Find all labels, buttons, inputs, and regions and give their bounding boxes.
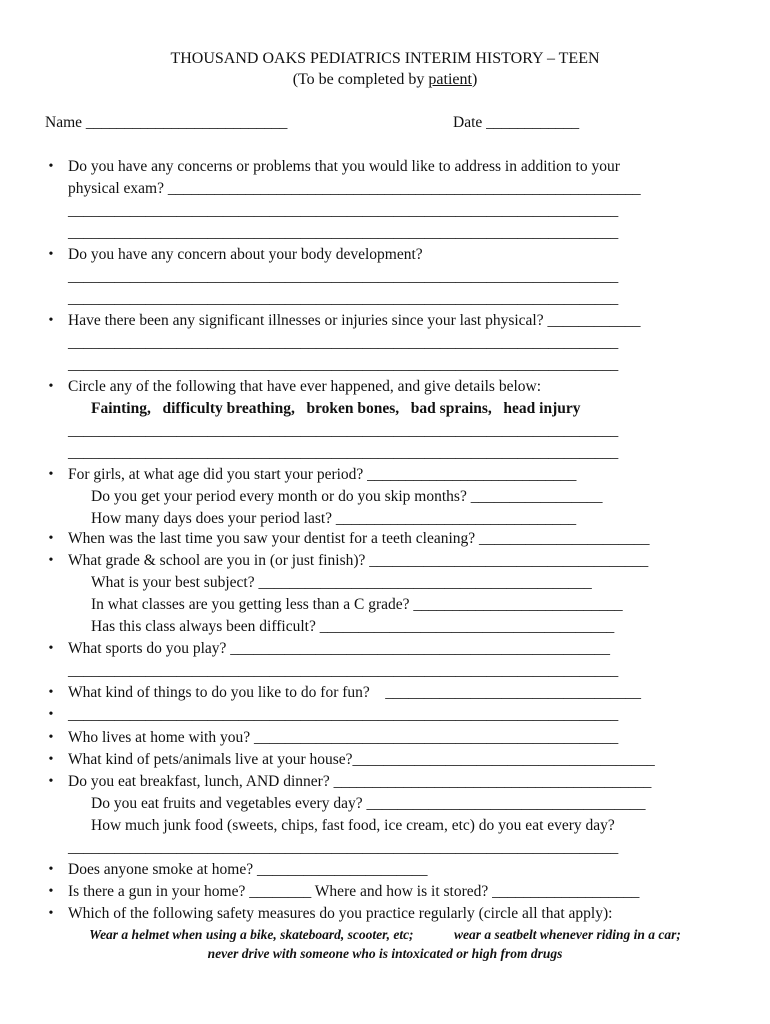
question-grade-school[interactable]: What grade & school are you in (or just finish)? ____________________________________ (68, 552, 649, 569)
question-body-development: Do you have any concern about your body development? (68, 246, 423, 263)
question-fruits-vegetables[interactable]: Do you eat fruits and vegetables every day? ____________________________________ (91, 795, 646, 812)
bullet-icon: • (48, 553, 54, 568)
question-dentist[interactable]: When was the last time you saw your dentist for a teeth cleaning? ______________________ (68, 530, 650, 547)
question-junk-food: How much junk food (sweets, chips, fast food, ice cream, etc) do you eat every day? (91, 817, 615, 834)
question-pets[interactable]: What kind of pets/animals live at your house?_______________________________________ (68, 751, 655, 768)
subtitle-underlined-word: patient (428, 71, 472, 88)
question-period-age[interactable]: For girls, at what age did you start your period? ___________________________ (68, 466, 577, 483)
question-illnesses[interactable]: Have there been any significant illnesses or injuries since your last physical? ____________ (68, 312, 641, 329)
bullet-icon: • (48, 641, 54, 656)
bullet-icon: • (48, 379, 54, 394)
bullet-icon: • (48, 159, 54, 174)
bullet-icon: • (48, 685, 54, 700)
question-circle-events: Circle any of the following that have ever happened, and give details below: (68, 378, 542, 395)
bullet-icon: • (48, 906, 54, 921)
answer-line[interactable]: _______________________________________________________________________ (68, 356, 619, 373)
answer-line[interactable]: _______________________________________________________________________ (68, 334, 619, 351)
question-smoke[interactable]: Does anyone smoke at home? ______________________ (68, 861, 428, 878)
bullet-icon: • (48, 531, 54, 546)
safety-options-line1[interactable]: Wear a helmet when using a bike, skateboard, scooter, etc; wear a seatbelt whenever riding in a car; (89, 927, 681, 942)
answer-line[interactable]: _______________________________________________________________________ (68, 422, 619, 439)
answer-line[interactable]: _______________________________________________________________________ (68, 839, 619, 856)
question-low-grades[interactable]: In what classes are you getting less than a C grade? ___________________________ (91, 596, 623, 613)
subtitle-prefix: (To be completed by (292, 71, 429, 88)
question-concerns: Do you have any concerns or problems that you would like to address in addition to your (68, 158, 620, 175)
question-best-subject[interactable]: What is your best subject? ___________________________________________ (91, 574, 592, 591)
bullet-icon: • (48, 247, 54, 262)
question-sports[interactable]: What sports do you play? _________________________________________________ (68, 640, 611, 657)
bullet-icon: • (48, 884, 54, 899)
answer-line[interactable]: _______________________________________________________________________ (68, 444, 619, 461)
bullet-icon: • (48, 730, 54, 745)
question-safety-measures: Which of the following safety measures do you practice regularly (circle all that apply): (68, 905, 613, 922)
form-title: THOUSAND OAKS PEDIATRICS INTERIM HISTORY – TEEN (170, 50, 600, 67)
bullet-icon: • (48, 862, 54, 877)
question-meals[interactable]: Do you eat breakfast, lunch, AND dinner? _________________________________________ (68, 773, 652, 790)
date-field[interactable]: Date ____________ (453, 114, 580, 131)
question-lives-at-home[interactable]: Who lives at home with you? _______________________________________________ (68, 729, 619, 746)
name-field[interactable]: Name __________________________ (45, 114, 288, 131)
question-class-difficult[interactable]: Has this class always been difficult? ______________________________________ (91, 618, 615, 635)
bullet-icon: • (48, 707, 54, 722)
answer-line[interactable]: _______________________________________________________________________ (68, 202, 619, 219)
subtitle-suffix: ) (471, 71, 478, 88)
safety-options-line2[interactable]: never drive with someone who is intoxicated or high from drugs (207, 946, 563, 961)
answer-line[interactable]: _______________________________________________________________________ (68, 224, 619, 241)
answer-line[interactable]: _______________________________________________________________________ (68, 662, 619, 679)
bullet-icon: • (48, 752, 54, 767)
question-period-frequency[interactable]: Do you get your period every month or do you skip months? _________________ (91, 488, 603, 505)
question-concerns-answer[interactable]: physical exam? _____________________________________________________________ (68, 180, 641, 197)
bullet-icon: • (48, 313, 54, 328)
answer-line[interactable]: _______________________________________________________________________ (68, 706, 619, 723)
bullet-icon: • (48, 467, 54, 482)
question-period-days[interactable]: How many days does your period last? _______________________________ (91, 510, 577, 527)
form-subtitle (0, 69, 770, 90)
question-fun[interactable]: What kind of things to do you like to do for fun? _________________________________ (68, 684, 642, 701)
answer-line[interactable]: _______________________________________________________________________ (68, 268, 619, 285)
answer-line[interactable]: _______________________________________________________________________ (68, 290, 619, 307)
event-options[interactable]: Fainting, difficulty breathing, broken bones, bad sprains, head injury (91, 400, 581, 417)
question-gun[interactable]: Is there a gun in your home? ________ Where and how is it stored? ___________________ (68, 883, 640, 900)
bullet-icon: • (48, 774, 54, 789)
